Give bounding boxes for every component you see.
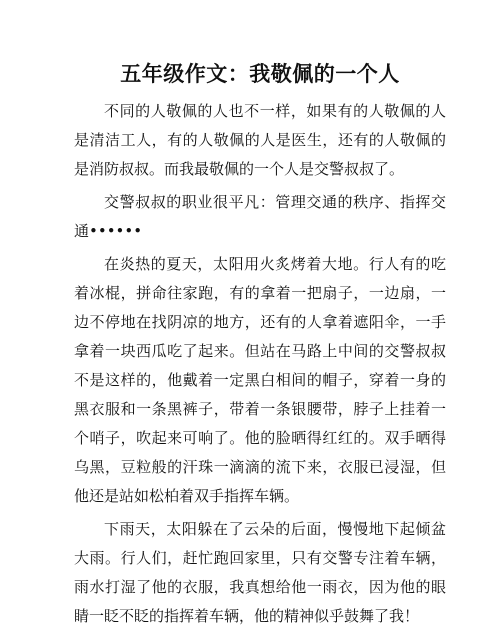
paragraph-job: 交警叔叔的职业很平凡：管理交通的秩序、指挥交通•••••• xyxy=(74,193,446,240)
document-page xyxy=(74,52,446,635)
paragraph-intro: 不同的人敬佩的人也不一样，如果有的人敬佩的人是清洁工人，有的人敬佩的人是医生，还有的人敬佩的是消防叔叔。而我最敬佩的一个人是交警叔叔了。 xyxy=(74,102,446,178)
paragraph-summer: 在炎热的夏天，太阳用火炙烤着大地。行人有的吃着冰棍，拼命往家跑，有的拿着一把扇子，一边扇，一边不停地在找阴凉的地方，还有的人拿着遮阳伞，一手拿着一块西瓜吃了起来。但站在马路上中间的交警叔叔不是这样的，他戴着一定黑白相间的帽子，穿着一身的黑衣服和一条黑裤子，带着一条银腰带，脖子上挂着一个哨子，吹起来可响了。他的脸晒得红红的。双手晒得乌黑，豆粒般的汗珠一滴滴的流下来，衣服已浸湿，但他还是站如松柏着双手指挥车辆。 xyxy=(74,255,446,505)
document-title: 五年级作文：我敬佩的一个人 xyxy=(120,61,400,86)
paragraph-rain: 下雨天，太阳躲在了云朵的后面，慢慢地下起倾盆大雨。行人们，赶忙跑回家里，只有交警专注着车辆，雨水打湿了他的衣服，我真想给他一雨衣，因为他的眼睛一眨不眨的指挥着车辆，他的精神似乎鼓舞了我！ xyxy=(74,520,446,625)
